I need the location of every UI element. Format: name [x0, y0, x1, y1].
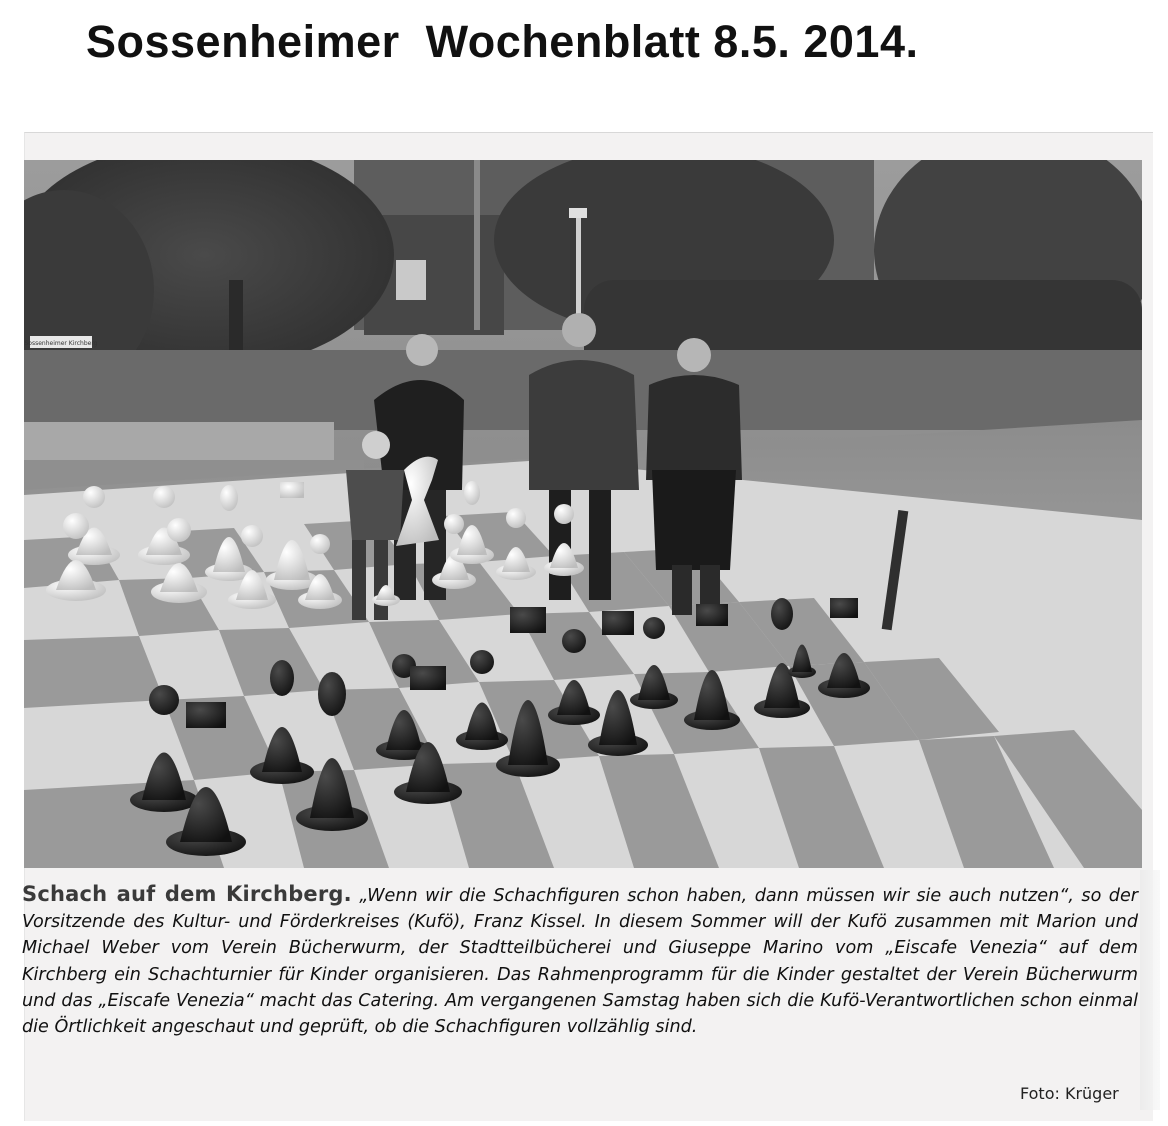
- caption-headline: Schach auf dem Kirchberg.: [22, 882, 352, 906]
- newspaper-title: Sossenheimer Wochenblatt 8.5. 2014.: [86, 16, 919, 67]
- street-sign: Sossenheimer Kirchberg: [24, 340, 98, 347]
- chess-photo: [24, 160, 1142, 868]
- photo-illustration: [24, 160, 1142, 868]
- caption-body: „Wenn wir die Schachfiguren schon haben, dann müssen wir sie auch nutzen“, so der Vorsitzende des Kultur- und Förderkreises (Kufö), Franz Kissel. In diesem Sommer will der Kufö zusammen mit Marion und Michael Weber vom Verein Bücherwurm, der Stadtteilbücherei und Giuseppe Marino vom „Eiscafe Venezia“ auf dem Kirchberg ein Schachturnier für Kinder organisieren. Das Rahmenprogramm für die Kinder gestaltet der Verein Bücherwurm und das „Eiscafe Venezia“ macht das Catering. Am vergangenen Samstag haben sich die Kufö-Verantwortlichen schon einmal die Örtlichkeit angeschaut und geprüft, ob die Schachfiguren vollzählig sind.: [22, 886, 1139, 1038]
- photo-credit: Foto: Krüger: [1020, 1084, 1119, 1103]
- photo-caption: [22, 881, 1138, 1040]
- paper-bleed-through: [1140, 870, 1160, 1110]
